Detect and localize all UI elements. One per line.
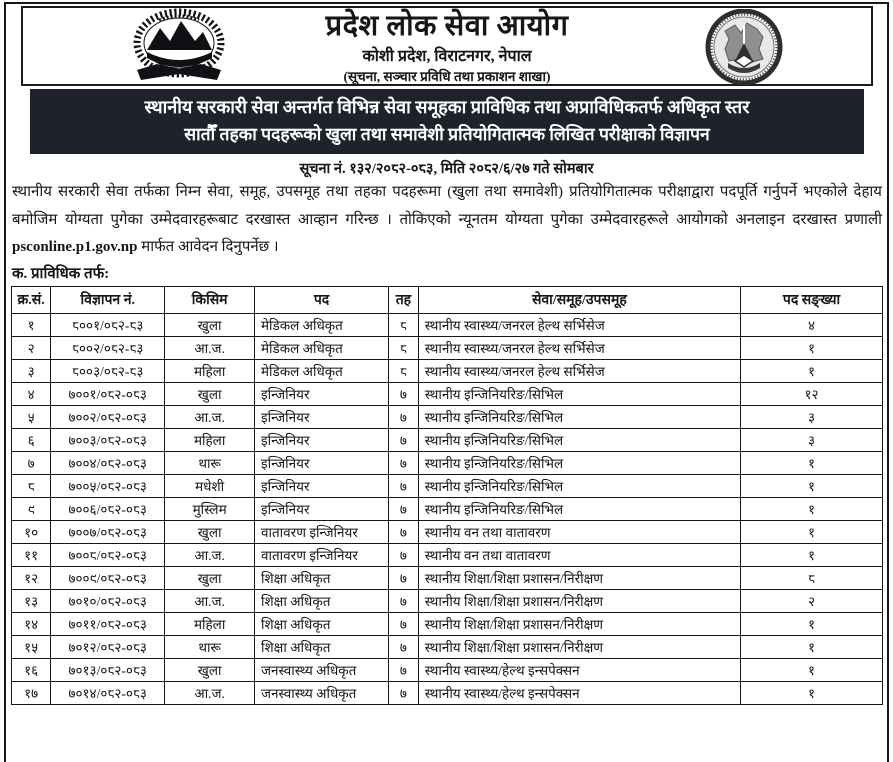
table-cell: ७००१/०८२-०८३ bbox=[51, 382, 165, 405]
table-cell: ७ bbox=[389, 451, 419, 474]
table-cell: स्थानीय शिक्षा/शिक्षा प्रशासन/निरीक्षण bbox=[418, 566, 740, 589]
table-cell: ७ bbox=[389, 428, 419, 451]
table-cell: स्थानीय स्वास्थ्य/हेल्थ इन्सपेक्सन bbox=[418, 658, 740, 681]
table-cell: ७ bbox=[12, 451, 51, 474]
table-cell: ८ bbox=[741, 566, 883, 589]
table-cell: ७००९/०८२-०८३ bbox=[51, 566, 165, 589]
table-cell: स्थानीय इन्जिनियरिङ/सिभिल bbox=[418, 497, 740, 520]
table-cell: ७००२/०८२-०८३ bbox=[51, 405, 165, 428]
org-address: कोशी प्रदेश, विराटनगर, नेपाल bbox=[362, 47, 532, 65]
table-cell: ७ bbox=[389, 497, 419, 520]
table-body bbox=[12, 313, 883, 704]
table-cell: ३ bbox=[741, 428, 883, 451]
table-cell: ७००४/०८२-०८३ bbox=[51, 451, 165, 474]
table-cell: १६ bbox=[12, 658, 51, 681]
column-header-1: विज्ञापन नं. bbox=[51, 286, 165, 313]
table-cell: शिक्षा अधिकृत bbox=[254, 612, 388, 635]
table-cell: १ bbox=[741, 635, 883, 658]
table-cell: १२ bbox=[12, 566, 51, 589]
table-cell: मेडिकल अधिकृत bbox=[254, 313, 388, 336]
table-cell: ८ bbox=[389, 313, 419, 336]
table-row bbox=[12, 589, 883, 612]
table-cell: इन्जिनियर bbox=[254, 428, 388, 451]
table-cell: आ.ज. bbox=[165, 336, 255, 359]
table-cell: १४ bbox=[12, 612, 51, 635]
table-cell: ७ bbox=[389, 658, 419, 681]
banner-title-line1: स्थानीय सरकारी सेवा अन्तर्गत विभिन्न सेवा समूहका प्राविधिक तथा अप्राविधिकतर्फ अधिकृत स्तर bbox=[144, 97, 750, 117]
table-cell: ८००२/०८२-८३ bbox=[51, 336, 165, 359]
table-cell: ६ bbox=[12, 428, 51, 451]
table-row bbox=[12, 313, 883, 336]
table-cell: थारू bbox=[165, 635, 255, 658]
table-cell: ७ bbox=[389, 382, 419, 405]
column-header-2: किसिम bbox=[165, 286, 255, 313]
table-cell: ८ bbox=[389, 336, 419, 359]
table-cell: स्थानीय स्वास्थ्य/हेल्थ इन्सपेक्सन bbox=[418, 681, 740, 704]
table-cell: स्थानीय स्वास्थ्य/जनरल हेल्थ सर्भिसेज bbox=[418, 336, 740, 359]
table-cell: मुस्लिम bbox=[165, 497, 255, 520]
table-cell: १ bbox=[12, 313, 51, 336]
table-cell: ७००५/०८२-०८३ bbox=[51, 474, 165, 497]
table-cell: ४ bbox=[12, 382, 51, 405]
table-cell: स्थानीय शिक्षा/शिक्षा प्रशासन/निरीक्षण bbox=[418, 635, 740, 658]
table-cell: ३ bbox=[12, 359, 51, 382]
table-cell: खुला bbox=[165, 658, 255, 681]
table-cell: स्थानीय शिक्षा/शिक्षा प्रशासन/निरीक्षण bbox=[418, 612, 740, 635]
table-cell: शिक्षा अधिकृत bbox=[254, 589, 388, 612]
table-row bbox=[12, 428, 883, 451]
table-cell: ७ bbox=[389, 474, 419, 497]
intro-text-before: स्थानीय सरकारी सेवा तर्फका निम्न सेवा, समूह, उपसमूह तथा तहका पदहरूमा (खुला तथा समावेशी) प्रतियोगितात्मक परीक्षाद्वारा पदपूर्ति गर्नुपर्ने भएकोले देहाय बमोजिम योग्यता पुगेका उम्मेदवारहरूबाट दरखास्त आव्हान गरिन्छ । तोकिएको न्यूनतम योग्यता पुगेका उम्मेदवारहरूले आयोगको अनलाइन दरखास्त प्रणाली bbox=[12, 184, 882, 228]
table-row bbox=[12, 543, 883, 566]
table-cell: ७ bbox=[389, 520, 419, 543]
table-cell: १ bbox=[741, 658, 883, 681]
org-name: प्रदेश लोक सेवा आयोग bbox=[325, 10, 569, 42]
table-cell: इन्जिनियर bbox=[254, 405, 388, 428]
column-header-6: पद सङ्ख्या bbox=[741, 286, 883, 313]
announcement-banner bbox=[30, 89, 864, 154]
table-row bbox=[12, 474, 883, 497]
table-row bbox=[12, 566, 883, 589]
vacancy-table bbox=[11, 286, 883, 705]
table-cell: १ bbox=[741, 497, 883, 520]
table-cell: मेडिकल अधिकृत bbox=[254, 336, 388, 359]
table-cell: खुला bbox=[165, 520, 255, 543]
table-cell: १७ bbox=[12, 681, 51, 704]
table-cell: १३ bbox=[12, 589, 51, 612]
table-cell: १ bbox=[741, 451, 883, 474]
table-cell: महिला bbox=[165, 359, 255, 382]
column-header-0: क्र.सं. bbox=[12, 286, 51, 313]
intro-text-after: मार्फत आवेदन दिनुपर्नेछ । bbox=[137, 239, 279, 256]
table-cell: ८००३/०८२-८३ bbox=[51, 359, 165, 382]
table-cell: ५ bbox=[12, 405, 51, 428]
table-cell: जनस्वास्थ्य अधिकृत bbox=[254, 681, 388, 704]
table-cell: इन्जिनियर bbox=[254, 497, 388, 520]
table-cell: खुला bbox=[165, 566, 255, 589]
table-cell: वातावरण इन्जिनियर bbox=[254, 520, 388, 543]
table-cell: आ.ज. bbox=[165, 543, 255, 566]
nepal-coat-of-arms-icon bbox=[129, 8, 229, 91]
table-row bbox=[12, 451, 883, 474]
table-cell: १ bbox=[741, 520, 883, 543]
notice-page bbox=[4, 2, 889, 762]
table-cell: ७ bbox=[389, 566, 419, 589]
table-cell: ७०१२/०८२-०८३ bbox=[51, 635, 165, 658]
table-cell: आ.ज. bbox=[165, 681, 255, 704]
table-cell: स्थानीय इन्जिनियरिङ/सिभिल bbox=[418, 474, 740, 497]
table-cell: आ.ज. bbox=[165, 405, 255, 428]
table-cell: ७०१४/०८२-०८३ bbox=[51, 681, 165, 704]
table-cell: मधेशी bbox=[165, 474, 255, 497]
table-cell: स्थानीय इन्जिनियरिङ/सिभिल bbox=[418, 451, 740, 474]
table-cell: २ bbox=[12, 336, 51, 359]
table-row bbox=[12, 359, 883, 382]
table-head bbox=[12, 286, 883, 313]
table-row bbox=[12, 336, 883, 359]
table-cell: ७०१०/०८२-०८३ bbox=[51, 589, 165, 612]
table-cell: आ.ज. bbox=[165, 589, 255, 612]
table-cell: ७ bbox=[389, 405, 419, 428]
table-cell: १२ bbox=[741, 382, 883, 405]
table-cell: ७ bbox=[389, 635, 419, 658]
table-cell: मेडिकल अधिकृत bbox=[254, 359, 388, 382]
table-cell: ७ bbox=[389, 612, 419, 635]
table-cell: ७ bbox=[389, 681, 419, 704]
column-header-4: तह bbox=[389, 286, 419, 313]
application-website: psconline.p1.gov.np bbox=[12, 239, 138, 256]
column-header-5: सेवा/समूह/उपसमूह bbox=[418, 286, 740, 313]
table-cell: १५ bbox=[12, 635, 51, 658]
column-header-3: पद bbox=[254, 286, 388, 313]
table-cell: ७००७/०८२-०८३ bbox=[51, 520, 165, 543]
table-cell: स्थानीय इन्जिनियरिङ/सिभिल bbox=[418, 382, 740, 405]
table-cell: इन्जिनियर bbox=[254, 451, 388, 474]
table-row bbox=[12, 405, 883, 428]
table-cell: इन्जिनियर bbox=[254, 382, 388, 405]
table-cell: ७००६/०८२-०८३ bbox=[51, 497, 165, 520]
table-row bbox=[12, 612, 883, 635]
header bbox=[21, 6, 873, 86]
table-cell: १ bbox=[741, 359, 883, 382]
notice-number-line: सूचना नं. १३२/२०८२-०८३, मिति २०८२/६/२७ गते सोमबार bbox=[299, 161, 594, 178]
table-cell: ११ bbox=[12, 543, 51, 566]
intro-paragraph bbox=[12, 179, 882, 262]
table-cell: ९ bbox=[12, 497, 51, 520]
table-cell: इन्जिनियर bbox=[254, 474, 388, 497]
table-cell: स्थानीय वन तथा वातावरण bbox=[418, 520, 740, 543]
table-cell: १ bbox=[741, 474, 883, 497]
table-row bbox=[12, 681, 883, 704]
table-cell: ७००३/०८२-०८३ bbox=[51, 428, 165, 451]
table-cell: ८००१/०८२-८३ bbox=[51, 313, 165, 336]
section-label-technical: क. प्राविधिक तर्फ: bbox=[12, 265, 110, 282]
table-cell: ७००८/०८२-०८३ bbox=[51, 543, 165, 566]
table-cell: ७०१३/०८२-०८३ bbox=[51, 658, 165, 681]
table-cell: वातावरण इन्जिनियर bbox=[254, 543, 388, 566]
table-cell: ८ bbox=[12, 474, 51, 497]
table-cell: ७ bbox=[389, 543, 419, 566]
table-cell: १ bbox=[741, 543, 883, 566]
table-cell: शिक्षा अधिकृत bbox=[254, 566, 388, 589]
table-cell: ८ bbox=[389, 359, 419, 382]
table-row bbox=[12, 520, 883, 543]
banner-title-line2: सातौँ तहका पदहरूको खुला तथा समावेशी प्रतियोगितात्मक लिखित परीक्षाको विज्ञापन bbox=[184, 124, 710, 145]
table-cell: स्थानीय स्वास्थ्य/जनरल हेल्थ सर्भिसेज bbox=[418, 313, 740, 336]
table-cell: १ bbox=[741, 612, 883, 635]
table-row bbox=[12, 658, 883, 681]
table-cell: महिला bbox=[165, 612, 255, 635]
table-cell: १० bbox=[12, 520, 51, 543]
table-cell: ७०११/०८२-०८३ bbox=[51, 612, 165, 635]
table-cell: स्थानीय इन्जिनियरिङ/सिभिल bbox=[418, 428, 740, 451]
table-cell: खुला bbox=[165, 382, 255, 405]
table-cell: ४ bbox=[741, 313, 883, 336]
table-cell: जनस्वास्थ्य अधिकृत bbox=[254, 658, 388, 681]
table-cell: थारू bbox=[165, 451, 255, 474]
table-cell: महिला bbox=[165, 428, 255, 451]
table-cell: स्थानीय शिक्षा/शिक्षा प्रशासन/निरीक्षण bbox=[418, 589, 740, 612]
table-row bbox=[12, 635, 883, 658]
table-header-row bbox=[12, 286, 883, 313]
table-cell: २ bbox=[741, 589, 883, 612]
org-branch: (सूचना, सञ्चार प्रविधि तथा प्रकाशन शाखा) bbox=[343, 68, 551, 84]
table-cell: स्थानीय वन तथा वातावरण bbox=[418, 543, 740, 566]
table-cell: ७ bbox=[389, 589, 419, 612]
table-cell: १ bbox=[741, 681, 883, 704]
table-cell: खुला bbox=[165, 313, 255, 336]
table-cell: स्थानीय स्वास्थ्य/जनरल हेल्थ सर्भिसेज bbox=[418, 359, 740, 382]
table-row bbox=[12, 382, 883, 405]
table-cell: ३ bbox=[741, 405, 883, 428]
table-cell: शिक्षा अधिकृत bbox=[254, 635, 388, 658]
table-cell: स्थानीय इन्जिनियरिङ/सिभिल bbox=[418, 405, 740, 428]
table-row bbox=[12, 497, 883, 520]
commission-seal-icon bbox=[705, 9, 783, 90]
table-cell: १ bbox=[741, 336, 883, 359]
